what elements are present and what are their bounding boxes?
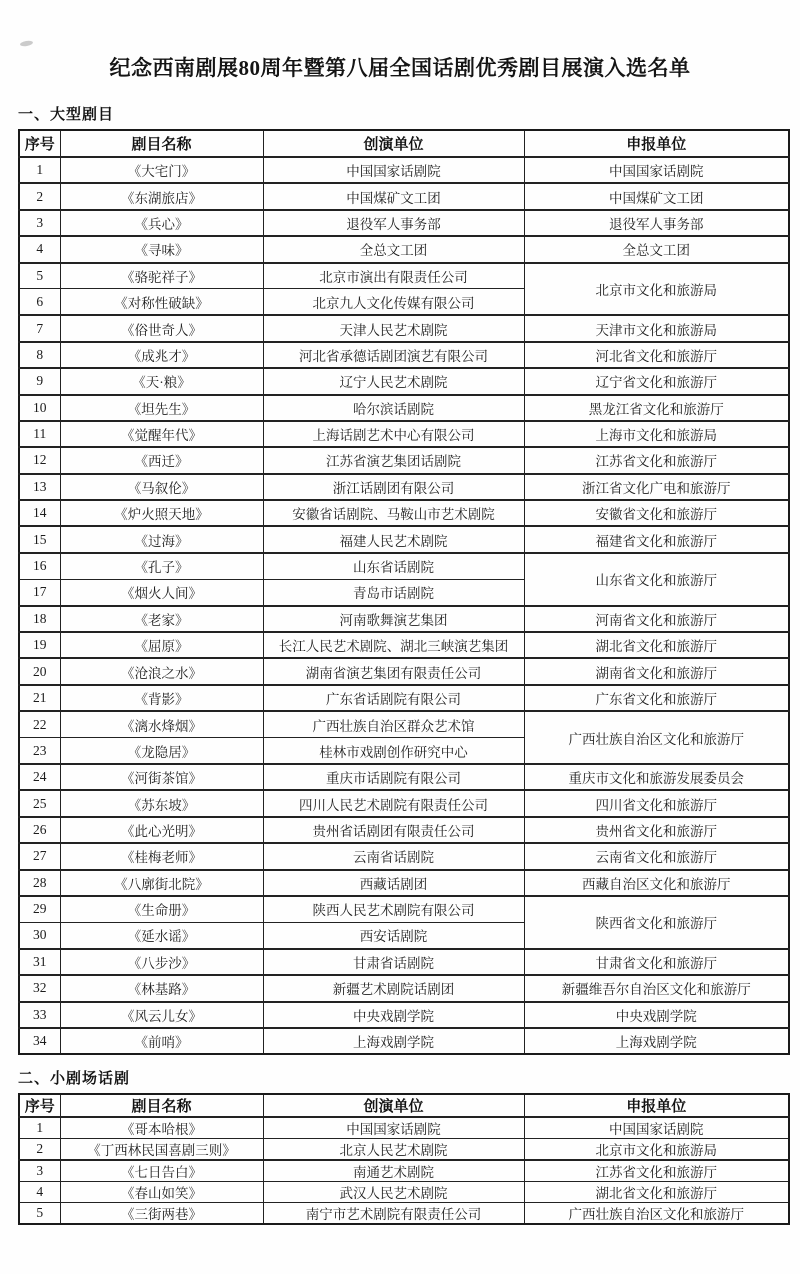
cell-producer-unit: 江苏省演艺集团话剧院: [263, 447, 524, 473]
cell-applicant-unit: 西藏自治区文化和旅游厅: [524, 870, 789, 896]
large-plays-table: [18, 129, 790, 1055]
column-header: 创演单位: [263, 1094, 524, 1117]
cell-producer-unit: 中国国家话剧院: [263, 157, 524, 183]
cell-serial-number: 5: [19, 263, 60, 289]
cell-applicant-unit: 全总文工团: [524, 236, 789, 262]
cell-play-title: 《天·粮》: [60, 368, 263, 394]
cell-applicant-unit: 新疆维吾尔自治区文化和旅游厅: [524, 975, 789, 1001]
cell-serial-number: 20: [19, 658, 60, 684]
cell-applicant-unit: 中国国家话剧院: [524, 1117, 789, 1139]
cell-serial-number: 16: [19, 553, 60, 579]
cell-producer-unit: 安徽省话剧院、马鞍山市艺术剧院: [263, 500, 524, 526]
cell-producer-unit: 长江人民艺术剧院、湖北三峡演艺集团: [263, 632, 524, 658]
column-header: 申报单位: [524, 1094, 789, 1117]
cell-applicant-unit: 湖北省文化和旅游厅: [524, 632, 789, 658]
table-row: [19, 157, 789, 183]
cell-serial-number: 2: [19, 1139, 60, 1161]
cell-producer-unit: 广东省话剧院有限公司: [263, 685, 524, 711]
table-row: [19, 447, 789, 473]
cell-producer-unit: 福建人民艺术剧院: [263, 526, 524, 552]
cell-producer-unit: 西安话剧院: [263, 922, 524, 948]
cell-producer-unit: 广西壮族自治区群众艺术馆: [263, 711, 524, 737]
cell-serial-number: 27: [19, 843, 60, 869]
column-header: 序号: [19, 130, 60, 157]
cell-applicant-unit: 辽宁省文化和旅游厅: [524, 368, 789, 394]
cell-serial-number: 4: [19, 1182, 60, 1203]
cell-serial-number: 24: [19, 764, 60, 790]
table-row: [19, 1139, 789, 1161]
cell-producer-unit: 河北省承德话剧团演艺有限公司: [263, 342, 524, 368]
cell-producer-unit: 上海戏剧学院: [263, 1028, 524, 1054]
cell-producer-unit: 贵州省话剧团有限责任公司: [263, 817, 524, 843]
cell-play-title: 《林基路》: [60, 975, 263, 1001]
cell-producer-unit: 哈尔滨话剧院: [263, 395, 524, 421]
cell-applicant-unit: 江苏省文化和旅游厅: [524, 1160, 789, 1182]
cell-producer-unit: 四川人民艺术剧院有限责任公司: [263, 790, 524, 816]
cell-applicant-unit: 湖南省文化和旅游厅: [524, 658, 789, 684]
column-header: 创演单位: [263, 130, 524, 157]
cell-producer-unit: 云南省话剧院: [263, 843, 524, 869]
cell-applicant-unit: 河北省文化和旅游厅: [524, 342, 789, 368]
cell-applicant-unit: 重庆市文化和旅游发展委员会: [524, 764, 789, 790]
table-row: [19, 1117, 789, 1139]
cell-serial-number: 1: [19, 157, 60, 183]
cell-applicant-unit: 北京市文化和旅游局: [524, 1139, 789, 1161]
cell-producer-unit: 辽宁人民艺术剧院: [263, 368, 524, 394]
cell-applicant-unit: 云南省文化和旅游厅: [524, 843, 789, 869]
cell-play-title: 《坦先生》: [60, 395, 263, 421]
cell-play-title: 《丁西林民国喜剧三则》: [60, 1139, 263, 1161]
cell-serial-number: 13: [19, 474, 60, 500]
cell-play-title: 《炉火照天地》: [60, 500, 263, 526]
cell-applicant-unit: 黑龙江省文化和旅游厅: [524, 395, 789, 421]
cell-serial-number: 17: [19, 579, 60, 605]
table-row: [19, 817, 789, 843]
cell-applicant-unit: 江苏省文化和旅游厅: [524, 447, 789, 473]
cell-serial-number: 21: [19, 685, 60, 711]
table-row: [19, 183, 789, 209]
cell-producer-unit: 重庆市话剧院有限公司: [263, 764, 524, 790]
table-header: [19, 130, 789, 157]
cell-serial-number: 31: [19, 949, 60, 975]
cell-serial-number: 29: [19, 896, 60, 922]
column-header: 剧目名称: [60, 1094, 263, 1117]
cell-serial-number: 34: [19, 1028, 60, 1054]
cell-producer-unit: 北京市演出有限责任公司: [263, 263, 524, 289]
table-row: [19, 975, 789, 1001]
cell-serial-number: 32: [19, 975, 60, 1001]
cell-applicant-unit: 广东省文化和旅游厅: [524, 685, 789, 711]
table-row: [19, 1182, 789, 1203]
cell-play-title: 《漓水烽烟》: [60, 711, 263, 737]
column-header: 序号: [19, 1094, 60, 1117]
cell-play-title: 《苏东坡》: [60, 790, 263, 816]
cell-serial-number: 33: [19, 1002, 60, 1028]
table-row: [19, 685, 789, 711]
cell-serial-number: 25: [19, 790, 60, 816]
cell-applicant-unit: 中国国家话剧院: [524, 157, 789, 183]
table-row: [19, 395, 789, 421]
cell-play-title: 《寻味》: [60, 236, 263, 262]
cell-serial-number: 3: [19, 210, 60, 236]
cell-producer-unit: 北京九人文化传媒有限公司: [263, 289, 524, 315]
cell-producer-unit: 全总文工团: [263, 236, 524, 262]
cell-play-title: 《对称性破缺》: [60, 289, 263, 315]
cell-serial-number: 6: [19, 289, 60, 315]
cell-applicant-unit: 四川省文化和旅游厅: [524, 790, 789, 816]
cell-producer-unit: 青岛市话剧院: [263, 579, 524, 605]
cell-producer-unit: 山东省话剧院: [263, 553, 524, 579]
cell-play-title: 《生命册》: [60, 896, 263, 922]
table-row: [19, 658, 789, 684]
cell-play-title: 《成兆才》: [60, 342, 263, 368]
table-row: [19, 949, 789, 975]
section-small-theater-plays: [0, 1070, 800, 1225]
cell-serial-number: 14: [19, 500, 60, 526]
cell-play-title: 《七日告白》: [60, 1160, 263, 1182]
cell-applicant-unit: 中央戏剧学院: [524, 1002, 789, 1028]
cell-producer-unit: 武汉人民艺术剧院: [263, 1182, 524, 1203]
cell-play-title: 《老家》: [60, 606, 263, 632]
cell-producer-unit: 河南歌舞演艺集团: [263, 606, 524, 632]
cell-serial-number: 9: [19, 368, 60, 394]
cell-applicant-unit: 福建省文化和旅游厅: [524, 526, 789, 552]
cell-serial-number: 2: [19, 183, 60, 209]
cell-play-title: 《八步沙》: [60, 949, 263, 975]
table-row: [19, 843, 789, 869]
cell-applicant-unit: 北京市文化和旅游局: [524, 263, 789, 316]
table-row: [19, 368, 789, 394]
cell-play-title: 《孔子》: [60, 553, 263, 579]
table-row: [19, 474, 789, 500]
cell-producer-unit: 北京人民艺术剧院: [263, 1139, 524, 1161]
cell-play-title: 《背影》: [60, 685, 263, 711]
cell-play-title: 《俗世奇人》: [60, 315, 263, 341]
cell-applicant-unit: 陕西省文化和旅游厅: [524, 896, 789, 949]
cell-serial-number: 28: [19, 870, 60, 896]
cell-applicant-unit: 天津市文化和旅游局: [524, 315, 789, 341]
table-row: [19, 711, 789, 737]
cell-producer-unit: 天津人民艺术剧院: [263, 315, 524, 341]
column-header: 申报单位: [524, 130, 789, 157]
small-theater-plays-table: [18, 1093, 790, 1225]
section-heading-small-theater: 二、小剧场话剧: [18, 1071, 131, 1088]
header-row: [19, 1094, 789, 1117]
section-large-plays: [0, 106, 800, 1055]
table-row: [19, 764, 789, 790]
cell-play-title: 《烟火人间》: [60, 579, 263, 605]
document-title: 纪念西南剧展80周年暨第八届全国话剧优秀剧目展演入选名单: [109, 56, 691, 80]
table-row: [19, 870, 789, 896]
table-row: [19, 1002, 789, 1028]
table-row: [19, 606, 789, 632]
cell-play-title: 《骆驼祥子》: [60, 263, 263, 289]
cell-play-title: 《龙隐居》: [60, 738, 263, 764]
table-row: [19, 1160, 789, 1182]
cell-producer-unit: 西藏话剧团: [263, 870, 524, 896]
cell-serial-number: 5: [19, 1203, 60, 1225]
table-row: [19, 421, 789, 447]
cell-applicant-unit: 广西壮族自治区文化和旅游厅: [524, 711, 789, 764]
cell-serial-number: 4: [19, 236, 60, 262]
cell-serial-number: 22: [19, 711, 60, 737]
cell-producer-unit: 新疆艺术剧院话剧团: [263, 975, 524, 1001]
cell-applicant-unit: 退役军人事务部: [524, 210, 789, 236]
cell-producer-unit: 上海话剧艺术中心有限公司: [263, 421, 524, 447]
section-heading-large-plays: 一、大型剧目: [18, 107, 115, 123]
cell-producer-unit: 桂林市戏剧创作研究中心: [263, 738, 524, 764]
table-row: [19, 342, 789, 368]
cell-producer-unit: 南通艺术剧院: [263, 1160, 524, 1182]
cell-producer-unit: 中国煤矿文工团: [263, 183, 524, 209]
cell-applicant-unit: 上海戏剧学院: [524, 1028, 789, 1054]
cell-play-title: 《沧浪之水》: [60, 658, 263, 684]
cell-applicant-unit: 浙江省文化广电和旅游厅: [524, 474, 789, 500]
cell-producer-unit: 中央戏剧学院: [263, 1002, 524, 1028]
cell-applicant-unit: 中国煤矿文工团: [524, 183, 789, 209]
table-body: [19, 157, 789, 1054]
cell-serial-number: 8: [19, 342, 60, 368]
cell-serial-number: 19: [19, 632, 60, 658]
cell-play-title: 《桂梅老师》: [60, 843, 263, 869]
cell-serial-number: 3: [19, 1160, 60, 1182]
cell-producer-unit: 甘肃省话剧院: [263, 949, 524, 975]
table-row: [19, 1028, 789, 1054]
cell-serial-number: 7: [19, 315, 60, 341]
cell-applicant-unit: 安徽省文化和旅游厅: [524, 500, 789, 526]
cell-play-title: 《此心光明》: [60, 817, 263, 843]
table-row: [19, 896, 789, 922]
cell-producer-unit: 南宁市艺术剧院有限责任公司: [263, 1203, 524, 1225]
cell-play-title: 《河街茶馆》: [60, 764, 263, 790]
cell-producer-unit: 陕西人民艺术剧院有限公司: [263, 896, 524, 922]
cell-play-title: 《过海》: [60, 526, 263, 552]
cell-serial-number: 12: [19, 447, 60, 473]
header-row: [19, 130, 789, 157]
cell-play-title: 《哥本哈根》: [60, 1117, 263, 1139]
cell-serial-number: 10: [19, 395, 60, 421]
table-body: [19, 1117, 789, 1224]
table-row: [19, 526, 789, 552]
cell-play-title: 《兵心》: [60, 210, 263, 236]
cell-producer-unit: 湖南省演艺集团有限责任公司: [263, 658, 524, 684]
cell-producer-unit: 浙江话剧团有限公司: [263, 474, 524, 500]
table-row: [19, 1203, 789, 1225]
table-row: [19, 315, 789, 341]
cell-serial-number: 18: [19, 606, 60, 632]
cell-serial-number: 23: [19, 738, 60, 764]
cell-serial-number: 1: [19, 1117, 60, 1139]
cell-play-title: 《大宅门》: [60, 157, 263, 183]
cell-applicant-unit: 上海市文化和旅游局: [524, 421, 789, 447]
column-header: 剧目名称: [60, 130, 263, 157]
cell-play-title: 《春山如笑》: [60, 1182, 263, 1203]
cell-play-title: 《西迁》: [60, 447, 263, 473]
cell-play-title: 《前哨》: [60, 1028, 263, 1054]
table-row: [19, 263, 789, 289]
cell-serial-number: 11: [19, 421, 60, 447]
table-row: [19, 210, 789, 236]
cell-producer-unit: 中国国家话剧院: [263, 1117, 524, 1139]
table-row: [19, 236, 789, 262]
cell-play-title: 《马叙伦》: [60, 474, 263, 500]
cell-play-title: 《三街两巷》: [60, 1203, 263, 1225]
table-header: [19, 1094, 789, 1117]
table-row: [19, 553, 789, 579]
cell-applicant-unit: 贵州省文化和旅游厅: [524, 817, 789, 843]
cell-play-title: 《风云儿女》: [60, 1002, 263, 1028]
cell-play-title: 《东湖旅店》: [60, 183, 263, 209]
cell-serial-number: 30: [19, 922, 60, 948]
cell-play-title: 《八廓街北院》: [60, 870, 263, 896]
cell-applicant-unit: 广西壮族自治区文化和旅游厅: [524, 1203, 789, 1225]
cell-play-title: 《屈原》: [60, 632, 263, 658]
cell-serial-number: 26: [19, 817, 60, 843]
cell-play-title: 《延水谣》: [60, 922, 263, 948]
cell-applicant-unit: 甘肃省文化和旅游厅: [524, 949, 789, 975]
cell-producer-unit: 退役军人事务部: [263, 210, 524, 236]
cell-serial-number: 15: [19, 526, 60, 552]
cell-applicant-unit: 湖北省文化和旅游厅: [524, 1182, 789, 1203]
cell-applicant-unit: 山东省文化和旅游厅: [524, 553, 789, 606]
cell-play-title: 《觉醒年代》: [60, 421, 263, 447]
table-row: [19, 500, 789, 526]
table-row: [19, 790, 789, 816]
table-row: [19, 632, 789, 658]
cell-applicant-unit: 河南省文化和旅游厅: [524, 606, 789, 632]
